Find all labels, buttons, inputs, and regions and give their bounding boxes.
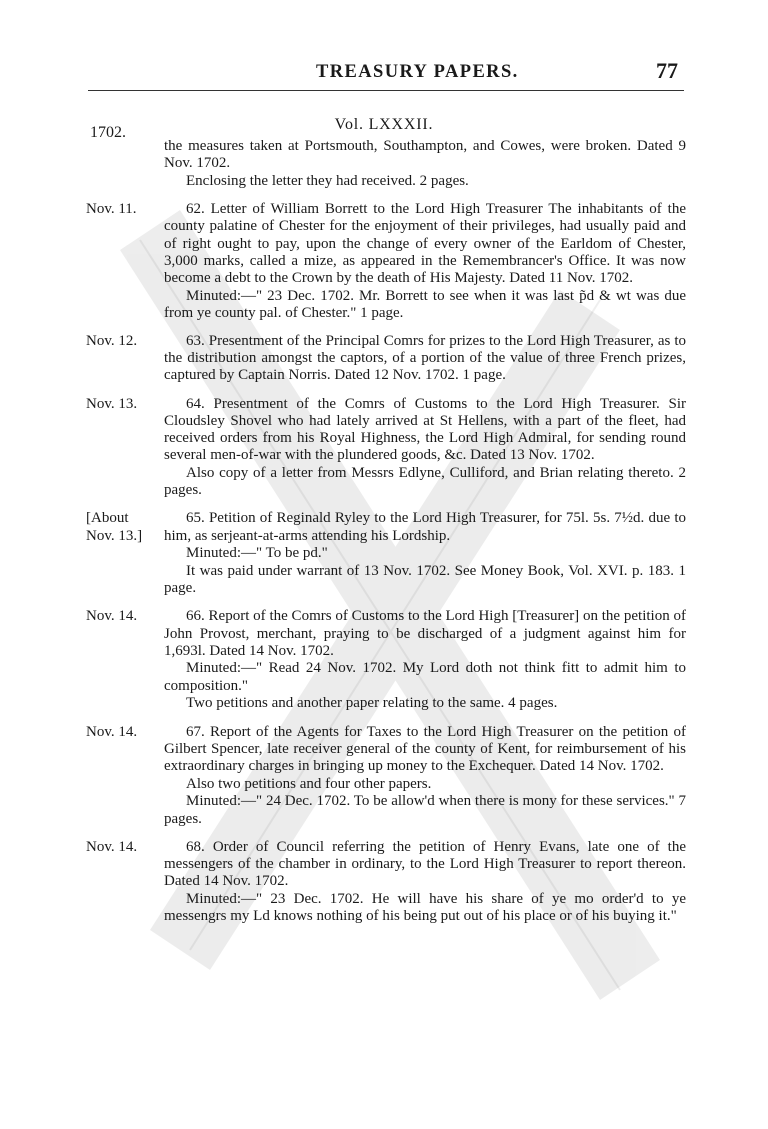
entry-text: 66. Report of the Comrs of Customs to the Lord High [Treasurer] on the petition of John Provost, merchant, praying to be discharged of a judgment against him for 1,693l. Dated 14 Nov. 1702. <box>164 608 686 659</box>
entry-text: Two petitions and another paper relating to the same. 4 pages. <box>186 695 558 712</box>
entry-text: 65. Petition of Reginald Ryley to the Lord High Treasurer, for 75l. 5s. 7½d. due to him, as serjeant-at-arms attending his Lordship. <box>164 510 686 544</box>
entry-text: Enclosing the letter they had received. 2 pages. <box>186 172 469 189</box>
entry-date: Nov. 14. <box>86 723 138 740</box>
entry-text: 64. Presentment of the Comrs of Customs to the Lord High Treasurer. Sir Cloudsley Shovel who had lately arrived at St Hellens, with a part of the fleet, had received orders from his Royal Highness, the Lord High Admiral, for sending round several men-of-war with the plundered goods, &c. Dated 13 Nov. 1702. <box>164 395 686 464</box>
entry-text: 68. Order of Council referring the petition of Henry Evans, late one of the messengers of the chamber in ordinary, to the Lord High Treasurer to report thereon. Dated 14 Nov. 1702. <box>164 838 686 890</box>
entry-date: Nov. 12. <box>86 333 138 350</box>
year-marker: 1702. <box>90 124 126 141</box>
entry-67 <box>0 724 768 828</box>
entries-list <box>0 138 768 936</box>
page-header <box>0 56 768 92</box>
entry-date: Nov. 14. <box>86 838 138 855</box>
volume-heading: Vol. LXXXII. <box>334 116 434 133</box>
entry-date: Nov. 13. <box>86 395 138 412</box>
header-rule <box>88 90 684 91</box>
entry-minute: Minuted:—" 23 Dec. 1702. Mr. Borrett to see when it was last p̃d & wt was due from ye county pal. of Chester." 1 page. <box>164 287 686 321</box>
entry-text: It was paid under warrant of 13 Nov. 1702. See Money Book, Vol. XVI. p. 183. 1 page. <box>164 562 686 597</box>
entry-66 <box>0 608 768 712</box>
entry-text: the measures taken at Portsmouth, Southampton, and Cowes, were broken. Dated 9 Nov. 1702. <box>164 138 686 172</box>
entry-minute: Minuted:—" 23 Dec. 1702. He will have his share of ye mo order'd to ye messengrs my Ld knows nothing of his being put out of his place or of his buying it." <box>164 890 686 925</box>
entry-65 <box>0 510 768 597</box>
entry-text: Also copy of a letter from Messrs Edlyne, Culliford, and Brian relating thereto. 2 pages. <box>164 464 686 499</box>
page-number: 77 <box>656 58 678 83</box>
entry-date: Nov. 11. <box>86 201 137 218</box>
entry-63 <box>0 333 768 385</box>
running-title: TREASURY PAPERS. <box>316 62 519 82</box>
entry-text: 63. Presentment of the Principal Comrs for prizes to the Lord High Treasurer, as to the distribution amongst the captors, of a portion of the value of three French prizes, captured by Captain Norris. Dated 12 Nov. 1702. 1 page. <box>164 333 686 384</box>
entry-minute: Minuted:—" To be pd." <box>186 545 328 562</box>
entry-text: Also two petitions and four other papers. <box>186 775 432 792</box>
entry-date: [About Nov. 13.] <box>86 510 143 544</box>
entry-minute: Minuted:—" 24 Dec. 1702. To be allow'd when there is mony for these services." 7 pages. <box>164 793 686 827</box>
entry-date: Nov. 14. <box>86 608 138 625</box>
entry-continuation <box>0 138 768 190</box>
entry-62 <box>0 201 768 322</box>
entry-text: 67. Report of the Agents for Taxes to the Lord High Treasurer on the petition of Gilbert Spencer, late receiver general of the county of Kent, for reimbursement of his extraordinary charges in bringing up money to the Exchequer. Dated 14 Nov. 1702. <box>164 723 686 774</box>
entry-64 <box>0 396 768 500</box>
entry-minute: Minuted:—" Read 24 Nov. 1702. My Lord doth not think fitt to admit him to composition." <box>164 660 686 694</box>
entry-text: 62. Letter of William Borrett to the Lord High Treasurer The inhabitants of the county palatine of Chester for the enjoyment of their privileges, had usually paid and of right ought to pay, upon the change of every owner of the Earldom of Chester, 3,000 marks, called a mize, as appeared in the Remembrancer's Office. It was now become a debt to the Crown by the death of His Majesty. Dated 11 Nov. 1702. <box>164 201 686 286</box>
entry-68 <box>0 839 768 926</box>
